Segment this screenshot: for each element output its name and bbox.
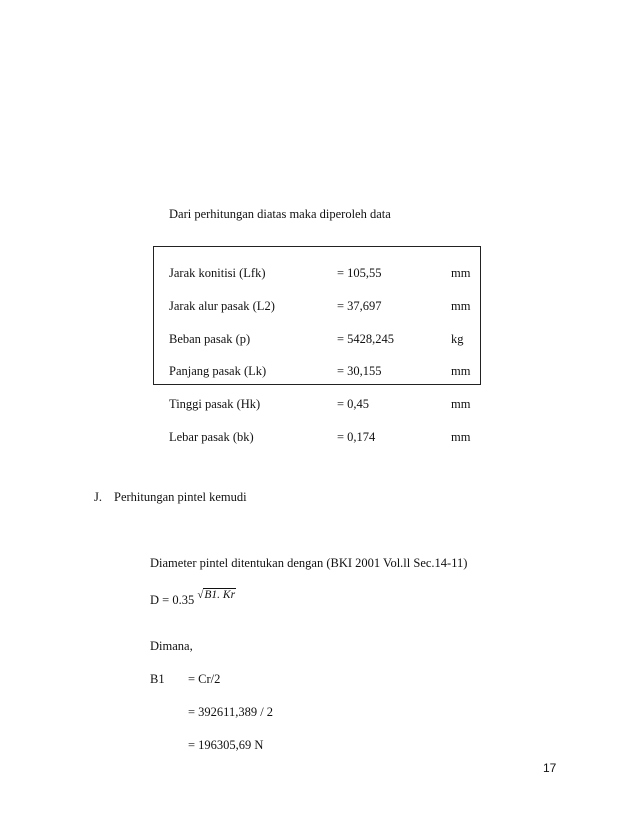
row-label: Beban pasak (p)	[169, 332, 251, 346]
row-value: = 0,174	[337, 430, 376, 444]
table-row	[0, 364, 638, 380]
row-value: = 37,697	[337, 299, 382, 313]
row-unit: mm	[451, 266, 471, 280]
b1-equation-3: = 196305,69 N	[188, 738, 264, 752]
row-value: = 30,155	[337, 364, 382, 378]
row-label: Jarak alur pasak (L2)	[169, 299, 275, 313]
table-row	[0, 397, 638, 413]
row-unit: mm	[451, 397, 471, 411]
b1-equation-1: = Cr/2	[188, 672, 221, 686]
row-value: = 105,55	[337, 266, 382, 280]
section-title: Perhitungan pintel kemudi	[114, 490, 247, 504]
row-unit: mm	[451, 364, 471, 378]
diameter-formula	[150, 589, 236, 608]
table-row	[0, 430, 638, 446]
page-number: 17	[543, 761, 557, 775]
row-label: Tinggi pasak (Hk)	[169, 397, 261, 411]
table-row	[0, 332, 638, 348]
row-value: = 5428,245	[337, 332, 395, 346]
diameter-statement: Diameter pintel ditentukan dengan (BKI 2001 Vol.ll Sec.14-11)	[150, 556, 468, 570]
b1-equation-2: = 392611,389 / 2	[188, 705, 274, 719]
row-unit: mm	[451, 299, 471, 313]
dimana-label: Dimana,	[150, 639, 193, 653]
formula-prefix: D = 0.35	[150, 593, 195, 607]
row-unit: mm	[451, 430, 471, 444]
formula-radicand: B1. Kr	[204, 589, 236, 601]
row-label: Lebar pasak (bk)	[169, 430, 254, 444]
row-value: = 0,45	[337, 397, 370, 411]
square-root-icon: √	[197, 589, 204, 601]
intro-text: Dari perhitungan diatas maka diperoleh data	[169, 207, 391, 221]
b1-label: B1	[150, 672, 165, 686]
table-row	[0, 299, 638, 315]
row-label: Panjang pasak (Lk)	[169, 364, 267, 378]
section-letter: J.	[94, 490, 102, 504]
row-label: Jarak konitisi (Lfk)	[169, 266, 266, 280]
table-row	[0, 266, 638, 282]
row-unit: kg	[451, 332, 464, 346]
